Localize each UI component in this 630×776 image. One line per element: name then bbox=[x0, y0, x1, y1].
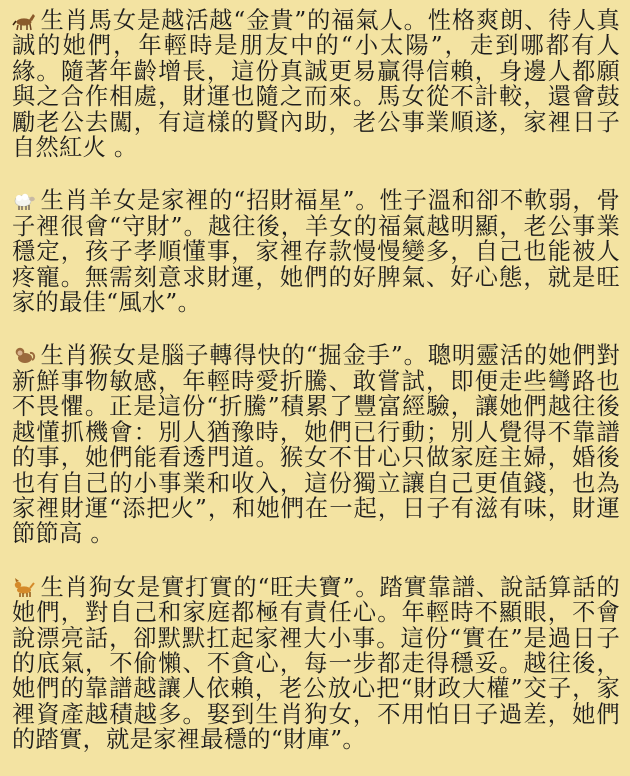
horse-icon bbox=[12, 10, 36, 31]
paragraph-horse bbox=[12, 8, 620, 160]
section-monkey bbox=[12, 343, 620, 546]
text-monkey: 生肖猴女是腦子轉得快的“掘金手”。聰明靈活的她們對新鮮事物敏感，年輕時愛折騰、敢嘗試，即便走些彎路也不畏懼。正是這份“折騰”積累了豐富經驗，讓她們越往後越懂抓機會：別人猶豫時，她們已行動；別人覺得不靠譜的事，她們能看透門道。猴女不甘心只做家庭主婦，婚後也有自己的小事業和收入，這份獨立讓自己更值錢，也為家裡財運“添把火”，和她們在一起，日子有滋有味，財運節節高 。 bbox=[12, 342, 620, 548]
paragraph-monkey bbox=[12, 343, 620, 546]
text-horse: 生肖馬女是越活越“金貴”的福氣人。性格爽朗、待人真誠的她們，年輕時是朋友中的“小太陽”，走到哪都有人緣。隨著年齡增長，這份真誠更易贏得信賴，身邊人都願與之合作相處，財運也隨之而來。馬女從不計較，還會鼓勵老公去闖，有這樣的賢內助，老公事業順遂，家裡日子自然紅火 。 bbox=[12, 7, 620, 162]
section-sheep bbox=[12, 188, 620, 315]
text-dog: 生肖狗女是實打實的“旺夫寶”。踏實靠譜、說話算話的她們，對自己和家庭都極有責任心。年輕時不顯眼，不會說漂亮話，卻默默扛起家裡大小事。這份“實在”是過日子的底氣，不偷懶、不貪心，每一步都走得穩妥。越往後，她們的靠譜越讓人依賴，老公放心把“財政大權”交子，家裡資產越積越多。娶到生肖狗女，不用怕日子過差，她們的踏實，就是家裡最穩的“財庫”。 bbox=[12, 573, 620, 754]
paragraph-sheep bbox=[12, 188, 620, 315]
dog-icon bbox=[12, 577, 36, 598]
section-horse bbox=[12, 8, 620, 160]
monkey-icon bbox=[12, 345, 36, 366]
paragraph-dog bbox=[12, 575, 620, 753]
text-sheep: 生肖羊女是家裡的“招財福星”。性子溫和卻不軟弱，骨子裡很會“守財”。越往後，羊女的福氣越明顯，老公事業穩定，孩子孝順懂事，家裡存款慢慢變多，自己也能被人疼寵。無需刻意求財運，她們的好脾氣、好心態，就是旺家的最佳“風水”。 bbox=[12, 187, 620, 317]
sheep-icon bbox=[12, 190, 36, 211]
section-dog bbox=[12, 575, 620, 753]
